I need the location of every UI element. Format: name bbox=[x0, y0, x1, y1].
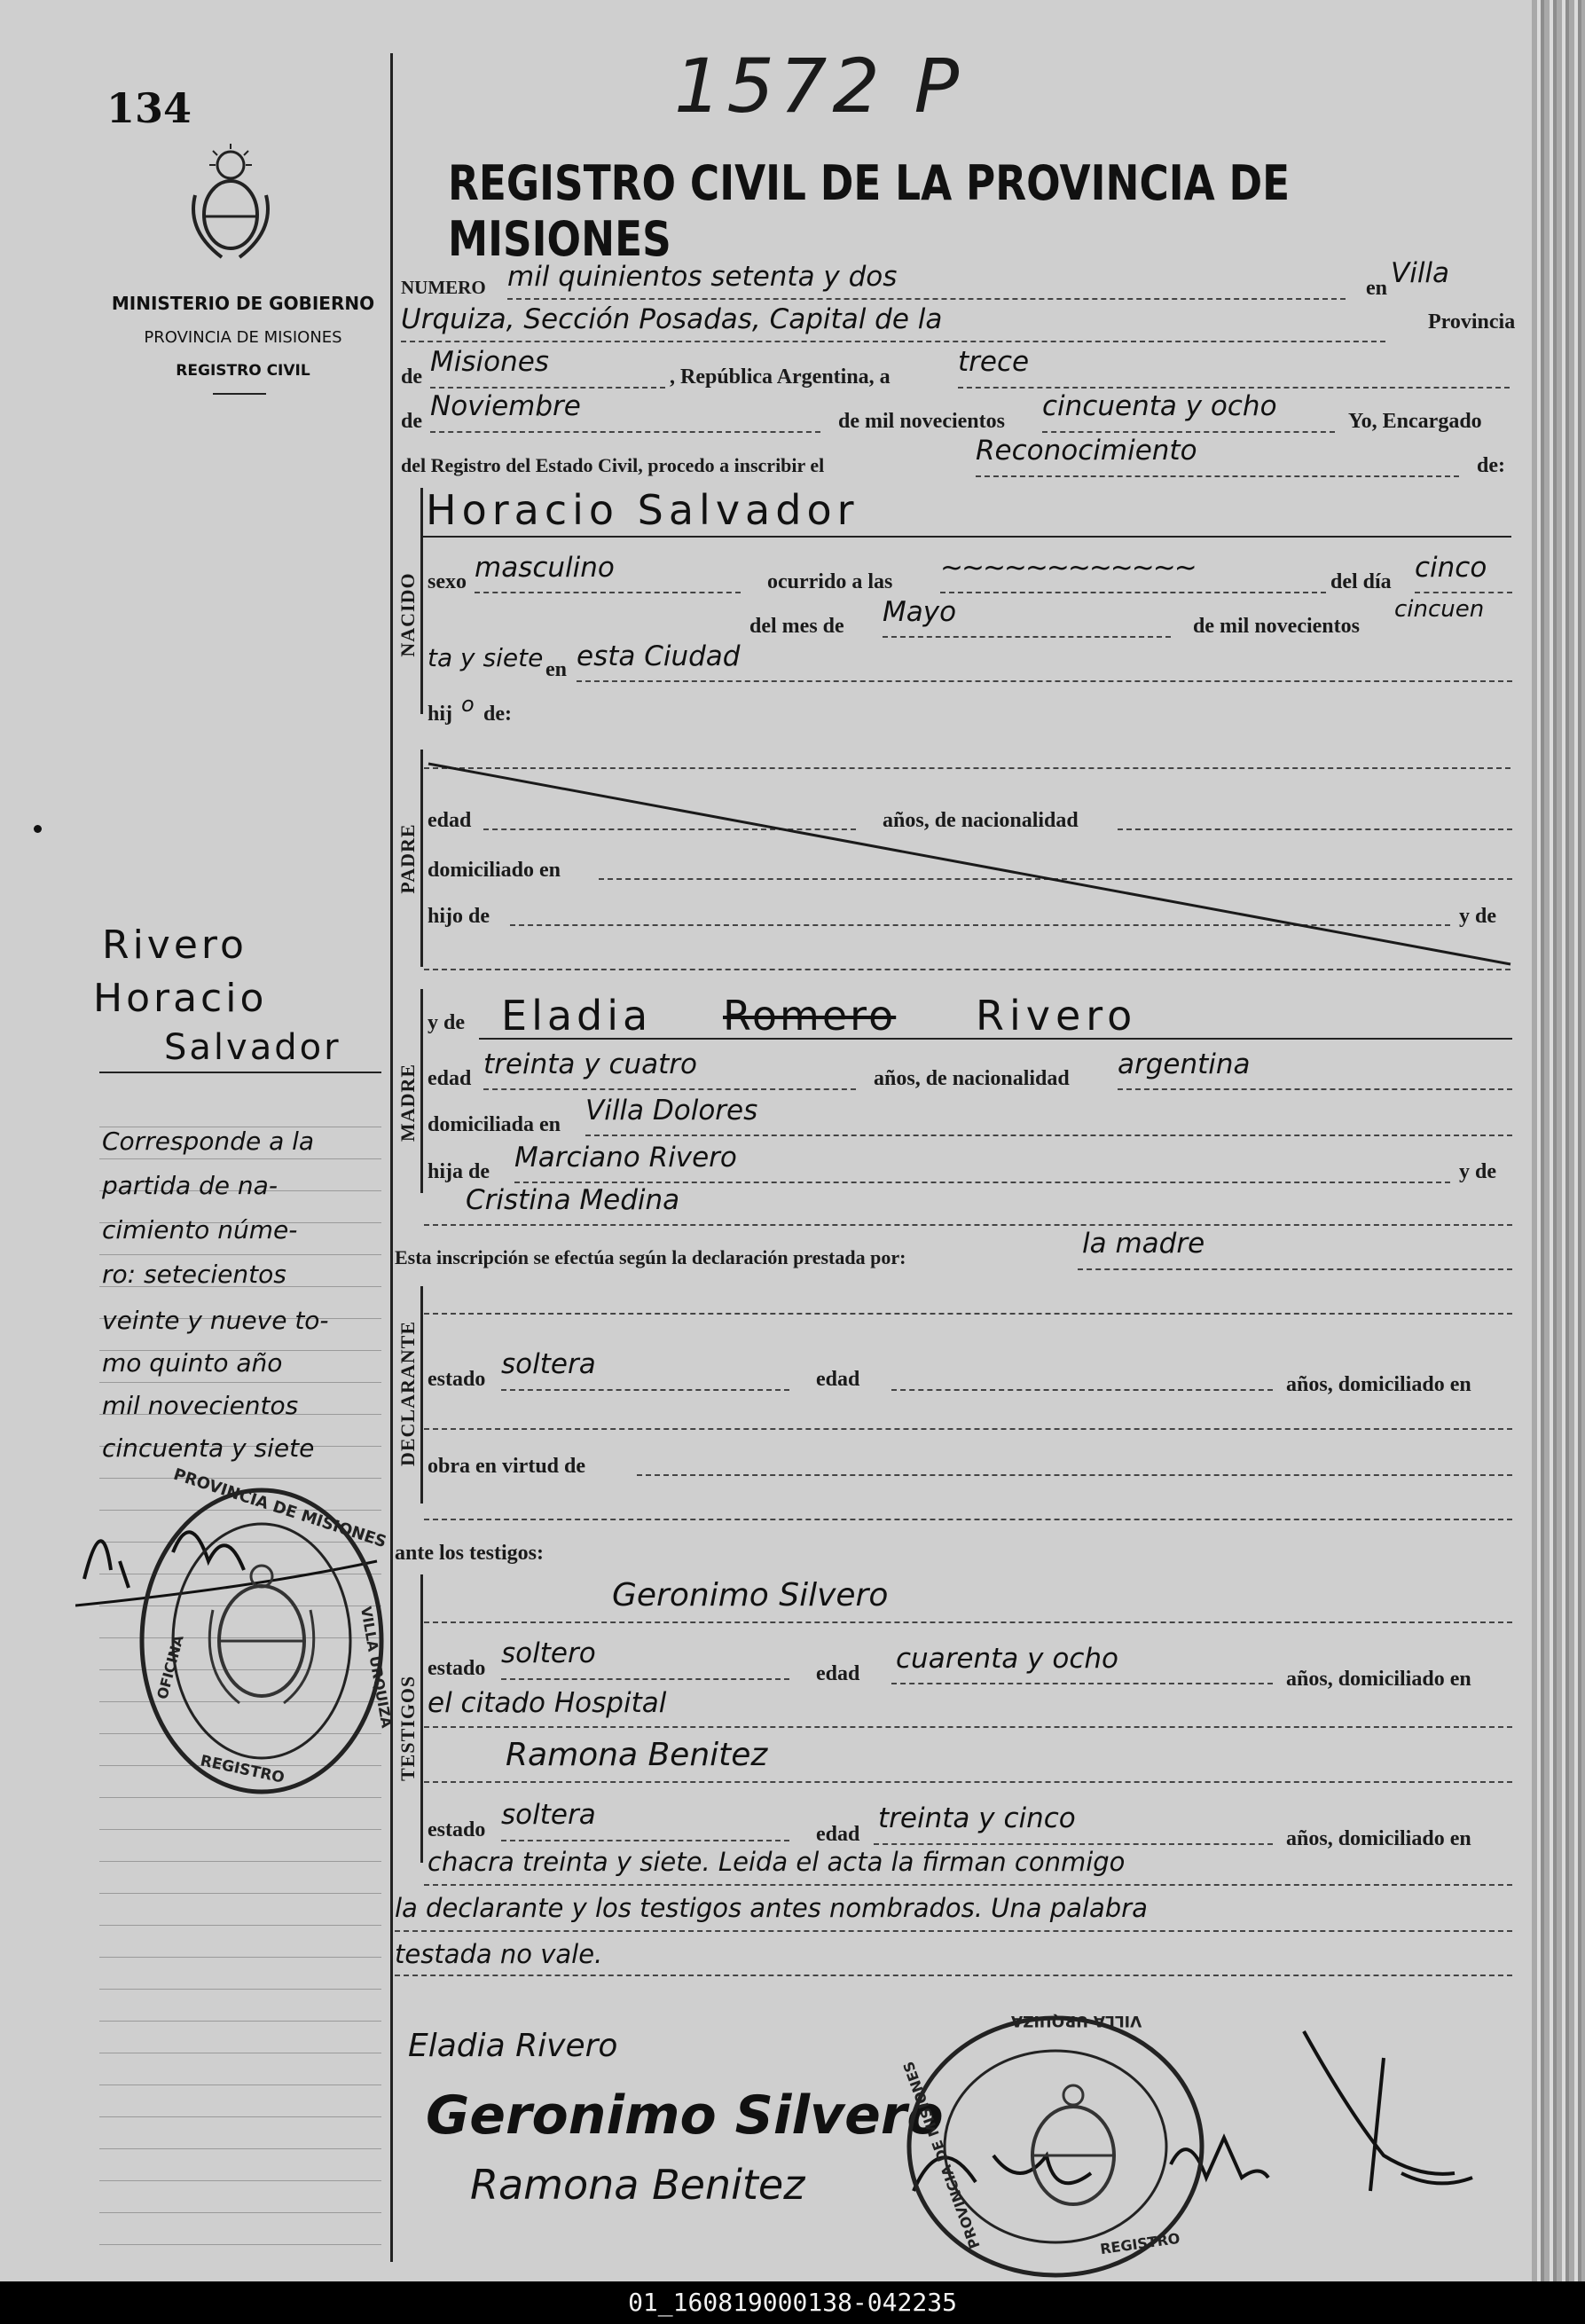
value-madre-padre: Marciano Rivero bbox=[514, 1142, 737, 1174]
value-noviembre: Noviembre bbox=[430, 390, 581, 422]
label-estado-test2: estado bbox=[428, 1818, 486, 1841]
margin-name-surname: Rivero bbox=[102, 923, 247, 968]
value-decl-estado: soltera bbox=[501, 1348, 596, 1380]
margin-name-second: Salvador bbox=[164, 1027, 341, 1068]
value-test2-estado: soltera bbox=[501, 1799, 596, 1831]
value-madre-dom: Villa Dolores bbox=[585, 1095, 758, 1127]
label-edad-test2: edad bbox=[816, 1823, 860, 1846]
stamp-left-office-text: OFICINA bbox=[153, 1633, 187, 1701]
margin-note-line-4: ro: setecientos bbox=[102, 1260, 286, 1289]
signature-testigo-1: Geronimo Silvero bbox=[426, 2085, 944, 2147]
value-numero: mil quinientos setenta y dos bbox=[507, 261, 898, 293]
label-ante-testigos: ante los testigos: bbox=[395, 1542, 544, 1565]
label-provincia: Provincia bbox=[1428, 310, 1516, 334]
margin-note-line-5: veinte y nueve to- bbox=[102, 1306, 329, 1335]
label-nac-madre: años, de nacionalidad bbox=[874, 1067, 1070, 1090]
stamp-left-bottom-text: REGISTRO bbox=[198, 1752, 286, 1787]
value-villa: Villa bbox=[1391, 257, 1450, 289]
value-dia: cinco bbox=[1415, 552, 1487, 584]
value-test1-nombre: Geronimo Silvero bbox=[612, 1577, 889, 1613]
margin-dot bbox=[34, 825, 42, 833]
label-en: en bbox=[1366, 277, 1387, 300]
value-horas: ~~~~~~~~~~~~ bbox=[940, 552, 1196, 584]
label-estado-test1: estado bbox=[428, 1657, 486, 1680]
label-edad-decl: edad bbox=[816, 1368, 860, 1391]
sheet-number: 134 bbox=[106, 84, 192, 132]
ministry-name: MINISTERIO DE GOBIERNO bbox=[111, 293, 375, 314]
label-de: de bbox=[401, 365, 422, 389]
label-edad-madre: edad bbox=[428, 1067, 472, 1090]
stamp-left-side-text: VILLA URQUIZA bbox=[357, 1605, 396, 1730]
value-madre-nombre: Eladia bbox=[501, 992, 653, 1040]
label-domicilio-test2: años, domiciliado en bbox=[1286, 1827, 1471, 1850]
national-coat-of-arms bbox=[186, 142, 275, 262]
section-label-declarante: DECLARANTE bbox=[396, 1320, 419, 1466]
label-esta-inscripcion: Esta inscripción se efectúa según la declaración prestada por: bbox=[395, 1246, 906, 1268]
label-y-de-madre: y de bbox=[428, 1011, 465, 1034]
value-cincuenta-ocho: cincuenta y ocho bbox=[1042, 390, 1277, 422]
label-domicilio-decl: años, domiciliado en bbox=[1286, 1373, 1471, 1396]
signature-declarante: Eladia Rivero bbox=[408, 2028, 618, 2064]
value-hij-suffix: o bbox=[461, 692, 475, 717]
label-hija-de: hija de bbox=[428, 1160, 490, 1183]
label-de-colon: de: bbox=[1477, 454, 1505, 477]
section-rule-declarante bbox=[420, 1286, 423, 1504]
label-del-mes: del mes de bbox=[749, 615, 844, 638]
label-domiciliada-madre: domiciliada en bbox=[428, 1113, 561, 1136]
label-y-de-madre-2: y de bbox=[1459, 1160, 1496, 1183]
value-madre-tachado: Romero bbox=[723, 992, 897, 1040]
label-domicilio-test1: años, domiciliado en bbox=[1286, 1668, 1471, 1691]
closing-line-2: la declarante y los testigos antes nombrados. Una palabra bbox=[395, 1893, 1148, 1923]
value-anio-b: ta y siete bbox=[428, 643, 544, 672]
padre-cancel-line bbox=[424, 758, 1515, 971]
value-madre-edad: treinta y cuatro bbox=[483, 1048, 697, 1080]
section-label-padre: PADRE bbox=[396, 823, 419, 894]
section-rule-padre bbox=[420, 750, 423, 967]
value-anio-a: cincuen bbox=[1394, 596, 1485, 623]
margin-note-line-3: cimiento núme- bbox=[102, 1215, 298, 1244]
main-column-rule bbox=[390, 53, 393, 2262]
registry-title: REGISTRO CIVIL DE LA PROVINCIA DE MISIONES bbox=[448, 155, 1291, 267]
section-label-nacido: NACIDO bbox=[396, 572, 419, 657]
value-lugar: esta Ciudad bbox=[577, 640, 741, 672]
ministry-province: PROVINCIA DE MISIONES bbox=[144, 328, 342, 347]
value-trece: trece bbox=[958, 346, 1030, 378]
closing-line-1: chacra treinta y siete. Leida el acta la firman conmigo bbox=[428, 1847, 1126, 1877]
label-ocurrido: ocurrido a las bbox=[767, 570, 893, 593]
value-mes: Mayo bbox=[883, 596, 957, 628]
value-test2-edad: treinta y cinco bbox=[878, 1802, 1076, 1834]
label-domicilio-padre: domiciliado en bbox=[428, 859, 561, 882]
label-de-2: de bbox=[401, 410, 422, 433]
section-label-testigos: TESTIGOS bbox=[396, 1675, 419, 1781]
label-de-mil: de mil novecientos bbox=[838, 410, 1005, 433]
value-madre-madre: Cristina Medina bbox=[466, 1184, 680, 1216]
binding-edge bbox=[1532, 0, 1585, 2281]
label-republica: , República Argentina, a bbox=[670, 365, 891, 389]
value-test1-dom: el citado Hospital bbox=[428, 1687, 667, 1719]
value-test1-estado: soltero bbox=[501, 1637, 596, 1669]
label-del-registro: del Registro del Estado Civil, procedo a inscribir el bbox=[401, 454, 825, 476]
label-edad-padre: edad bbox=[428, 809, 472, 832]
label-y-de-padre: y de bbox=[1459, 905, 1496, 928]
value-misiones: Misiones bbox=[430, 346, 549, 378]
label-del-dia: del día bbox=[1330, 570, 1392, 593]
value-urquiza: Urquiza, Sección Posadas, Capital de la bbox=[401, 303, 943, 335]
file-number: 1572 P bbox=[674, 43, 965, 130]
section-label-madre: MADRE bbox=[396, 1063, 419, 1142]
section-rule-testigos bbox=[420, 1574, 423, 1863]
label-obra: obra en virtud de bbox=[428, 1455, 586, 1478]
margin-note-line-1: Corresponde a la bbox=[102, 1127, 315, 1156]
label-hij-de: de: bbox=[483, 703, 512, 726]
margin-note-line-8: cincuenta y siete bbox=[102, 1433, 315, 1463]
value-test1-edad: cuarenta y ocho bbox=[896, 1643, 1118, 1675]
value-reconocimiento: Reconocimiento bbox=[976, 435, 1197, 467]
label-nac-padre: años, de nacionalidad bbox=[883, 809, 1079, 832]
footer-image-id: 01_160819000138-042235 bbox=[0, 2281, 1585, 2324]
margin-note-line-2: partida de na- bbox=[102, 1171, 278, 1200]
stamp-right-side-text: PROVINCIA DE MISIONES bbox=[899, 2059, 984, 2251]
margin-name-first: Horacio bbox=[93, 976, 268, 1021]
stamp-right-bottom-text: REGISTRO bbox=[1099, 2229, 1181, 2258]
value-sexo: masculino bbox=[475, 552, 615, 584]
value-nombre-nacido: Horacio Salvador bbox=[426, 486, 859, 534]
label-hijo-de-padre: hijo de bbox=[428, 905, 490, 928]
closing-line-3: testada no vale. bbox=[395, 1939, 603, 1969]
label-numero: NUMERO bbox=[401, 277, 486, 298]
label-en-2: en bbox=[545, 658, 567, 681]
label-sexo: sexo bbox=[428, 570, 467, 593]
stamp-left-top-text: PROVINCIA DE MISIONES bbox=[170, 1464, 389, 1552]
margin-note-line-6: mo quinto año bbox=[102, 1348, 283, 1378]
label-edad-test1: edad bbox=[816, 1662, 860, 1685]
label-estado-decl: estado bbox=[428, 1368, 486, 1391]
section-rule-nacido bbox=[420, 488, 423, 714]
label-yo: Yo, Encargado bbox=[1348, 410, 1482, 433]
stamp-right-top-text: VILLA URQUIZA bbox=[1011, 2012, 1142, 2030]
value-test2-nombre: Ramona Benitez bbox=[506, 1737, 768, 1773]
label-de-mil-2: de mil novecientos bbox=[1193, 615, 1360, 638]
ministry-registry: REGISTRO CIVIL bbox=[176, 362, 310, 380]
value-madre-nac: argentina bbox=[1118, 1048, 1251, 1080]
value-madre-apellido: Rivero bbox=[976, 992, 1138, 1040]
value-declarante: la madre bbox=[1082, 1228, 1205, 1260]
section-rule-madre bbox=[420, 989, 423, 1193]
ministry-underline bbox=[213, 393, 266, 395]
signature-testigo-2: Ramona Benitez bbox=[470, 2161, 805, 2209]
margin-note-line-7: mil novecientos bbox=[102, 1391, 299, 1420]
label-hij: hij bbox=[428, 703, 453, 726]
